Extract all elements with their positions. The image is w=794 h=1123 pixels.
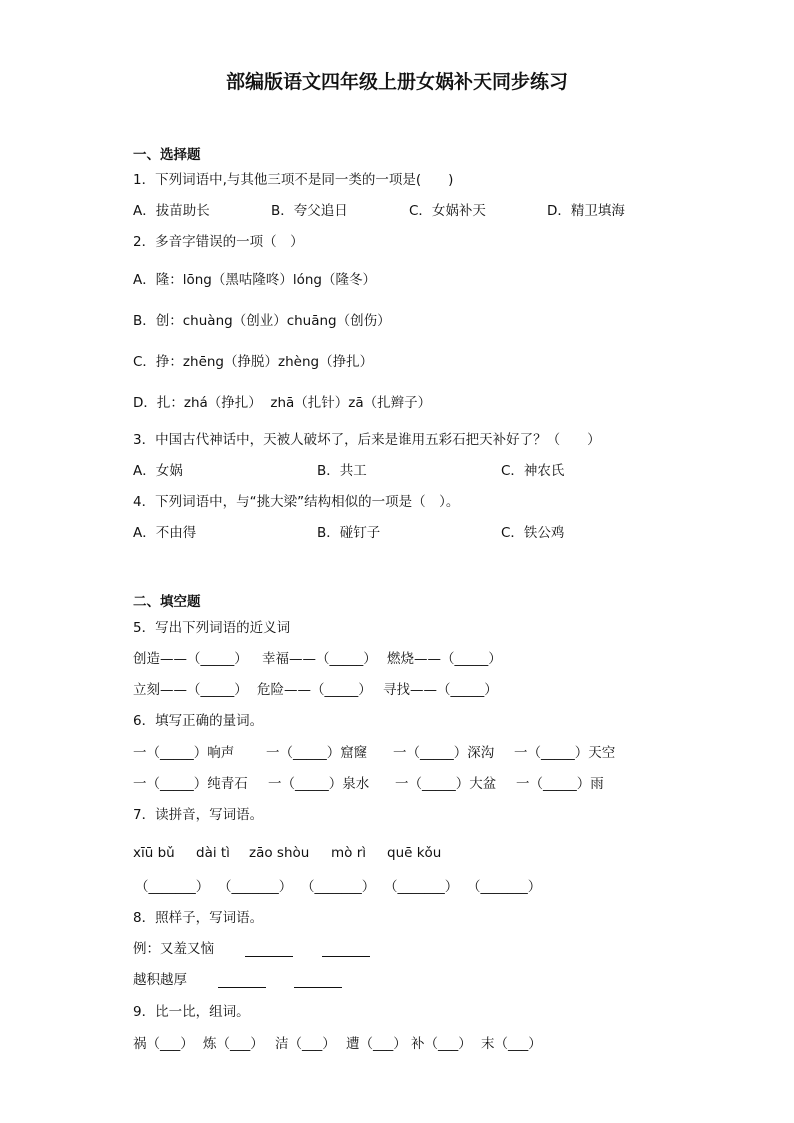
q7-answer-blank[interactable]: （_______） [301,879,376,895]
q5-item[interactable]: 寻找——（_____） [383,682,498,698]
q6-item[interactable]: 一（_____）深沟 [393,745,495,761]
q6-stem: 6．填写正确的量词。 [133,713,264,729]
page-title: 部编版语文四年级上册女娲补天同步练习 [225,71,568,93]
q6-item[interactable]: 一（_____）雨 [516,776,604,792]
q9-item[interactable]: 末（___） [481,1036,542,1052]
q4-option-c[interactable]: C．铁公鸡 [501,525,565,541]
q2-option-d[interactable]: D．扎：zhá（挣扎） zhā（扎针）zā（扎辫子） [133,395,432,411]
q5-stem: 5．写出下列词语的近义词 [133,620,291,636]
q7-pinyin: dài tì [196,845,230,861]
q5-item[interactable]: 立刻——（_____） [133,682,248,698]
q1-option-a[interactable]: A．拔苗助长 [133,203,210,219]
q6-item[interactable]: 一（_____）天空 [514,745,616,761]
q2-option-c[interactable]: C．挣：zhēng（挣脱）zhèng（挣扎） [133,354,374,370]
q3-stem: 3．中国古代神话中，天被人破坏了，后来是谁用五彩石把天补好了？（ ） [133,432,601,448]
q2-option-b[interactable]: B．创：chuàng（创业）chuāng（创伤） [133,313,391,329]
q7-pinyin: mò rì [331,845,367,861]
q1-option-d[interactable]: D．精卫填海 [547,203,625,219]
q8-answer-line[interactable] [218,973,266,988]
q2-stem: 2．多音字错误的一项（ ） [133,234,304,250]
q4-stem: 4．下列词语中，与“挑大梁”结构相似的一项是（ ）。 [133,494,460,510]
q9-item[interactable]: 洁（___） [275,1036,336,1052]
q7-pinyin: xīū bǔ [133,845,175,861]
q6-item[interactable]: 一（_____）大盆 [395,776,497,792]
q2-option-a[interactable]: A．隆：lōng（黑咕隆咚）lóng（隆冬） [133,272,377,288]
q5-item[interactable]: 创造——（_____） [133,651,248,667]
q1-option-b[interactable]: B．夸父追日 [271,203,348,219]
q8-answer-line[interactable] [294,973,342,988]
q7-answer-blank[interactable]: （_______） [218,879,293,895]
q8-line2: 越积越厚 [133,972,187,988]
q4-option-b[interactable]: B．碰钉子 [317,525,381,541]
q9-item[interactable]: 祸（___） [133,1036,194,1052]
q7-answer-blank[interactable]: （_______） [135,879,210,895]
q9-item[interactable]: 遭（___） [346,1036,407,1052]
q9-item[interactable]: 补（___） [411,1036,472,1052]
q3-option-c[interactable]: C．神农氏 [501,463,565,479]
q6-item[interactable]: 一（_____）泉水 [268,776,370,792]
q8-answer-line[interactable] [245,942,293,957]
q5-item[interactable]: 危险——（_____） [257,682,372,698]
q6-item[interactable]: 一（_____）窟窿 [266,745,368,761]
q5-item[interactable]: 燃烧——（_____） [387,651,502,667]
section-heading-fill: 二、填空题 [133,594,201,610]
q6-item[interactable]: 一（_____）响声 [133,745,235,761]
q1-stem: 1．下列词语中,与其他三项不是同一类的一项是( ) [133,172,454,188]
q7-stem: 7．读拼音，写词语。 [133,807,264,823]
q6-item[interactable]: 一（_____）纯青石 [133,776,248,792]
q7-answer-blank[interactable]: （_______） [467,879,542,895]
q3-option-a[interactable]: A．女娲 [133,463,183,479]
q3-option-b[interactable]: B．共工 [317,463,367,479]
section-heading-choice: 一、选择题 [133,147,201,163]
q7-pinyin: quē kǒu [387,845,442,861]
q1-option-c[interactable]: C．女娲补天 [409,203,486,219]
q8-example: 例：又羞又恼 [133,941,214,957]
q7-pinyin: zāo shòu [249,845,310,861]
q8-stem: 8．照样子，写词语。 [133,910,264,926]
q5-item[interactable]: 幸福——（_____） [262,651,377,667]
q7-answer-blank[interactable]: （_______） [384,879,459,895]
q9-item[interactable]: 炼（___） [203,1036,264,1052]
q8-answer-line[interactable] [322,942,370,957]
q4-option-a[interactable]: A．不由得 [133,525,197,541]
q9-stem: 9．比一比，组词。 [133,1004,250,1020]
